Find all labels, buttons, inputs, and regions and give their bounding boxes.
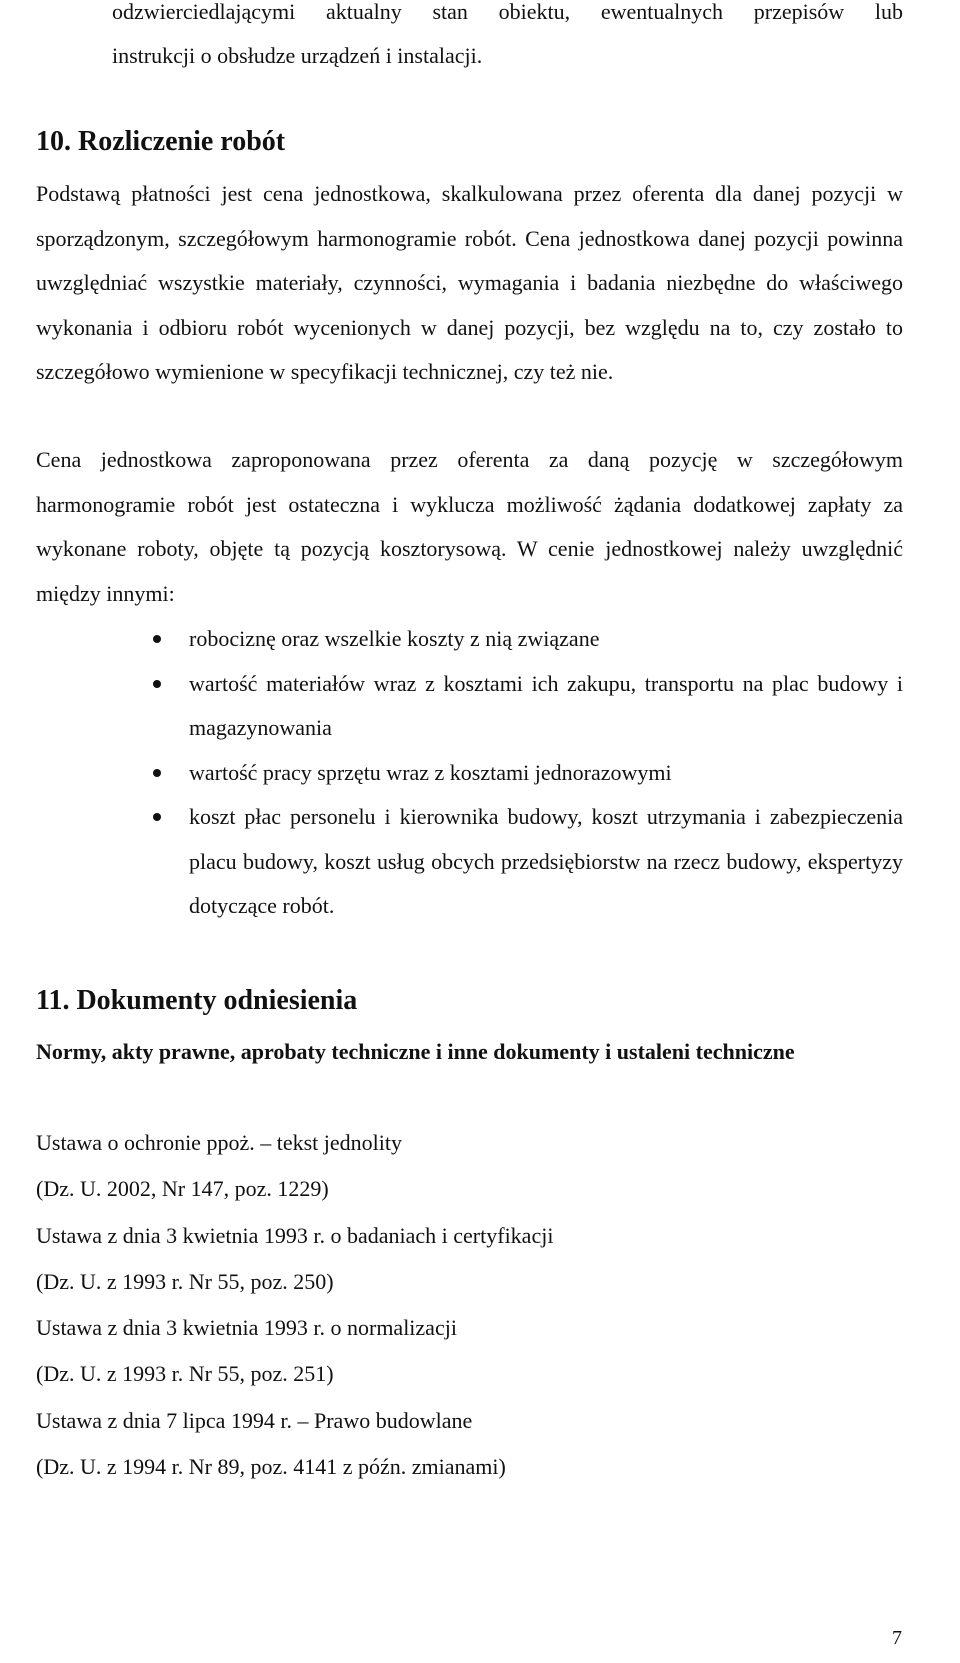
- list-item: [36, 751, 903, 796]
- bullet-icon: [153, 680, 161, 688]
- reference-line: Ustawa z dnia 7 lipca 1994 r. – Prawo budowlane: [36, 1407, 473, 1433]
- list-item-text: wartość pracy sprzętu wraz z kosztami jednorazowymi: [189, 759, 672, 785]
- list-item: [36, 795, 903, 929]
- reference-line: (Dz. U. z 1993 r. Nr 55, poz. 250): [36, 1268, 334, 1294]
- reference-line: (Dz. U. z 1994 r. Nr 89, poz. 4141 z późn. zmianami): [36, 1454, 506, 1480]
- list-item-text: wartość materiałów wraz z kosztami ich zakupu, transportu na plac budowy i magazynowania: [189, 670, 903, 740]
- page-number: 7: [892, 1627, 902, 1649]
- intro-line-1: odzwierciedlającymi aktualny stan obiektu, ewentualnych przepisów lub: [112, 0, 903, 24]
- intro-line-2: instrukcji o obsłudze urządzeń i instalacji.: [112, 43, 483, 68]
- reference-line: Ustawa z dnia 3 kwietnia 1993 r. o normalizacji: [36, 1315, 457, 1341]
- section-10-paragraph-1: Podstawą płatności jest cena jednostkowa, skalkulowana przez oferenta dla danej pozycji w sporządzonym, szczegółowym harmonogramie robót. Cena jednostkowa danej pozycji powinna uwzględniać wszystkie materiały, czynności, wymagania i badania niezbędne do właściwego wykonania i odbioru robót wycenionych w danej pozycji, bez względu na to, czy zostało to szczegółowo wymienione w specyfikacji technicznej, czy też nie.: [36, 181, 903, 384]
- section-10-paragraph-2: Cena jednostkowa zaproponowana przez oferenta za daną pozycję w szczegółowym harmonogramie robót jest ostateczna i wyklucza możliwość żądania dodatkowej zapłaty za wykonane roboty, objęte tą pozycją kosztorysową. W cenie jednostkowej należy uwzględnić między innymi:: [36, 447, 903, 606]
- bullet-icon: [153, 769, 161, 777]
- reference-line: Ustawa o ochronie ppoż. – tekst jednolity: [36, 1130, 402, 1155]
- section-10-heading: 10. Rozliczenie robót: [36, 126, 286, 157]
- list-item-text: koszt płac personelu i kierownika budowy, koszt utrzymania i zabezpieczenia placu budowy, koszt usług obcych przedsiębiorstw na rzecz budowy, ekspertyzy dotyczące robót.: [189, 804, 903, 918]
- cost-components-list: [36, 617, 903, 929]
- reference-line: (Dz. U. 2002, Nr 147, poz. 1229): [36, 1176, 329, 1202]
- reference-line: Ustawa z dnia 3 kwietnia 1993 r. o badaniach i certyfikacji: [36, 1222, 554, 1248]
- list-item-text: robociznę oraz wszelkie koszty z nią związane: [189, 626, 600, 651]
- reference-line: (Dz. U. z 1993 r. Nr 55, poz. 251): [36, 1361, 334, 1387]
- list-item: [36, 617, 903, 662]
- bullet-icon: [153, 635, 161, 643]
- bullet-icon: [153, 813, 161, 821]
- section-11-subheading: Normy, akty prawne, aprobaty techniczne i inne dokumenty i ustaleni techniczne: [36, 1039, 795, 1064]
- section-11-heading: 11. Dokumenty odniesienia: [36, 985, 358, 1016]
- reference-list: [36, 1120, 903, 1490]
- list-item: [36, 662, 903, 751]
